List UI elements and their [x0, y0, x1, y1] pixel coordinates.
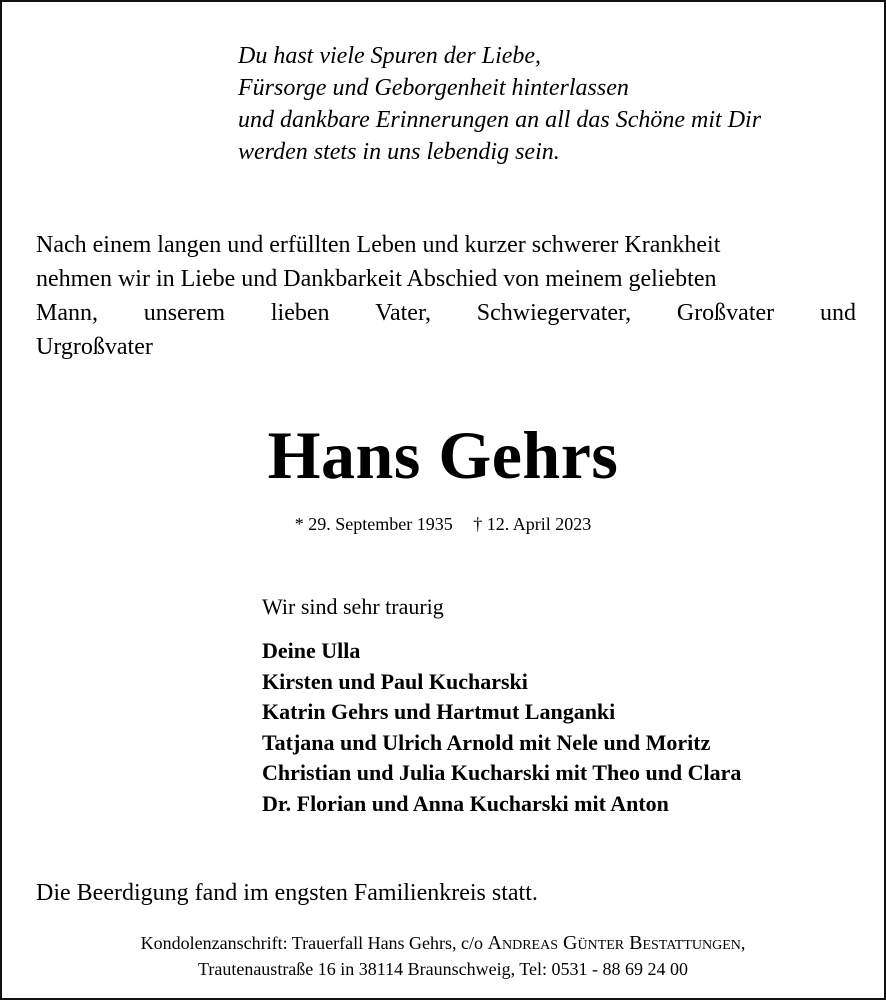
- intro-word: Mann,: [36, 300, 98, 326]
- family-member: Kirsten und Paul Kucharski: [262, 668, 528, 694]
- poem-line: und dankbare Erinnerungen an all das Schöne mit Dir: [238, 107, 762, 133]
- funeral-note: Die Beerdigung fand im engsten Familienkreis statt.: [36, 880, 538, 906]
- birth-date: * 29. September 1935: [294, 514, 453, 534]
- family-member: Deine Ulla: [262, 638, 361, 663]
- intro-paragraph: [36, 228, 856, 364]
- intro-word: lieben: [270, 300, 330, 326]
- poem-line: Du hast viele Spuren der Liebe,: [238, 43, 542, 69]
- intro-word: Vater,: [375, 300, 431, 326]
- poem-line: werden stets in uns lebendig sein.: [238, 139, 560, 165]
- intro-word: und: [819, 300, 856, 326]
- intro-word: Schwiegervater,: [476, 300, 632, 326]
- intro-line-justified: [36, 296, 856, 330]
- intro-word: unserem: [143, 300, 226, 326]
- family-signature: [262, 592, 741, 819]
- condolence-address: [2, 930, 884, 982]
- deceased-name: Hans Gehrs: [267, 417, 619, 493]
- contact-suffix: ,: [740, 933, 746, 953]
- funeral-home-name: Andreas Günter Bestattungen: [487, 932, 741, 954]
- death-date: † 12. April 2023: [473, 514, 592, 534]
- family-member: Christian und Julia Kucharski mit Theo und Clara: [262, 760, 742, 785]
- memorial-poem: [238, 40, 761, 168]
- family-member: Tatjana und Ulrich Arnold mit Nele und Moritz: [262, 729, 711, 755]
- intro-line: Nach einem langen und erfüllten Leben und kurzer schwerer Krankheit: [36, 232, 721, 258]
- intro-line: Urgroßvater: [36, 334, 153, 360]
- intro-word: Großvater: [676, 300, 775, 326]
- contact-address: Trautenaustraße 16 in 38114 Braunschweig, Tel: 0531 - 88 69 24 00: [197, 959, 688, 979]
- contact-prefix: Kondolenzanschrift: Trauerfall Hans Gehrs, c/o: [140, 933, 484, 953]
- life-dates: [2, 512, 884, 536]
- contact-line-1: [2, 930, 884, 956]
- mourning-line: Wir sind sehr traurig: [262, 594, 444, 619]
- family-member: Dr. Florian und Anna Kucharski mit Anton: [262, 790, 669, 816]
- poem-line: Fürsorge und Geborgenheit hinterlassen: [238, 75, 629, 101]
- family-member: Katrin Gehrs und Hartmut Langanki: [262, 699, 616, 724]
- intro-line: nehmen wir in Liebe und Dankbarkeit Abschied von meinem geliebten: [36, 266, 717, 292]
